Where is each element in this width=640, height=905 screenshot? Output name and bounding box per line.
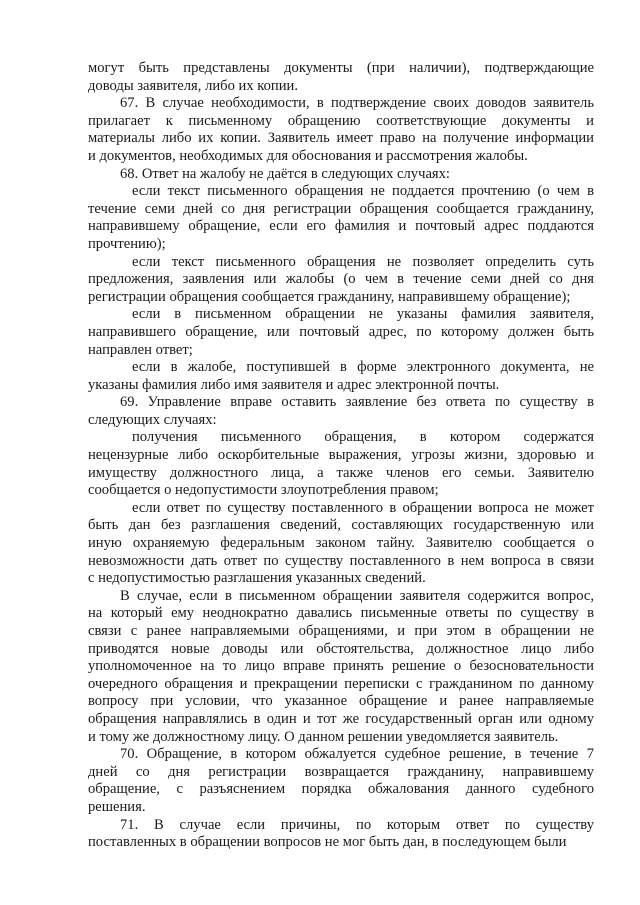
- text-line: В случае, если в письменном обращении заявителя содержится вопрос,: [120, 587, 594, 604]
- paragraph-p69c: [88, 588, 594, 746]
- paragraph-p71: [88, 817, 594, 852]
- text-line: 68. Ответ на жалобу не даётся в следующих случаях:: [120, 165, 450, 182]
- text-line: и тому же должностному лицу. О данном решении уведомляется заявитель.: [88, 728, 559, 745]
- paragraph-p69a: [88, 429, 594, 499]
- text-line: вопросу при условии, что указанное обращение и ранее направляемые: [88, 693, 594, 710]
- text-line: прочтению);: [88, 235, 166, 252]
- text-line: следующих случаях:: [88, 411, 217, 428]
- paragraph-p68a: [88, 183, 594, 253]
- text-line: связи с ранее направляемыми обращениями, и при этом в обращении не: [88, 623, 594, 639]
- text-line: если в письменном обращении не указаны фамилия заявителя,: [132, 306, 594, 323]
- text-line: невозможности дать ответ по существу поставленного в нем вопроса в связи: [88, 552, 594, 569]
- text-line: направившего обращение, или почтовый адрес, по которому должен быть: [88, 323, 594, 340]
- text-line: обращение, с разъяснением порядка обжалования данного судебного: [88, 781, 594, 798]
- text-line: доводы заявителя, либо их копии.: [88, 77, 299, 94]
- text-line: могут быть представлены документы (при наличии), подтверждающие: [88, 60, 594, 76]
- text-line: решения.: [88, 798, 146, 815]
- paragraph-p67: [88, 95, 594, 165]
- text-line: течение семи дней со дня регистрации обращения сообщается гражданину,: [88, 200, 594, 217]
- text-line: если текст письменного обращения не позволяет определить суть: [132, 253, 594, 270]
- paragraph-p68b: [88, 254, 594, 307]
- text-line: направлен ответ;: [88, 341, 193, 358]
- text-line: имуществу должностного лица, а также членов его семьи. Заявителю: [88, 464, 594, 481]
- paragraph-p68c: [88, 306, 594, 359]
- text-line: поставленных в обращении вопросов не мог быть дан, в последующем были: [88, 834, 567, 851]
- text-line: регистрации обращения сообщается гражданину, направившему обращение);: [88, 288, 571, 305]
- paragraph-p69: [88, 394, 594, 429]
- paragraph-p70: [88, 746, 594, 816]
- text-line: и документов, необходимых для обоснования и рассмотрения жалобы.: [88, 147, 528, 164]
- text-line: если ответ по существу поставленного в обращении вопроса не может: [132, 499, 594, 516]
- text-line: иную охраняемую федеральным законом тайну. Заявителю сообщается о: [88, 535, 594, 552]
- paragraph-p68d: [88, 359, 594, 394]
- text-line: обращения направлялись в один и тот же государственный орган или одному: [88, 710, 594, 727]
- text-line: очередного обращения и прекращении переписки с гражданином по данному: [88, 675, 594, 692]
- text-line: если текст письменного обращения не поддается прочтению (о чем в: [132, 183, 594, 200]
- paragraph-p0: [88, 60, 594, 95]
- text-line: 70. Обращение, в котором обжалуется судебное решение, в течение 7: [120, 746, 594, 763]
- text-line: указаны фамилия либо имя заявителя и адрес электронной почты.: [88, 376, 500, 393]
- text-line: если в жалобе, поступившей в форме электронного документа, не: [132, 359, 594, 376]
- text-line: дней со дня регистрации возвращается гражданину, направившему: [88, 763, 594, 780]
- text-line: приводятся новые доводы или обстоятельства, должностное лицо либо: [88, 640, 594, 657]
- paragraph-p69b: [88, 500, 594, 588]
- text-line: уполномоченное на то лицо вправе принять решение о безосновательности: [88, 658, 594, 675]
- text-line: нецензурные либо оскорбительные выражения, угрозы жизни, здоровью и: [88, 447, 594, 464]
- paragraph-p68: [88, 166, 594, 184]
- text-line: 71. В случае если причины, по которым ответ по существу: [120, 816, 594, 833]
- text-line: сообщается о недопустимости злоупотребления правом;: [88, 482, 439, 499]
- text-line: 69. Управление вправе оставить заявление без ответа по существу в: [120, 394, 594, 411]
- text-line: направившему обращение, если его фамилия и почтовый адрес поддаются: [88, 218, 594, 235]
- text-line: получения письменного обращения, в котором содержатся: [132, 429, 594, 446]
- text-line: материалы либо их копии. Заявитель имеет право на получение информации: [88, 130, 594, 147]
- text-line: предложения, заявления или жалобы (о чем в течение семи дней со дня: [88, 271, 594, 288]
- text-line: 67. В случае необходимости, в подтверждение своих доводов заявитель: [120, 95, 594, 112]
- text-line: с недопустимостью разглашения указанных сведений.: [88, 570, 426, 587]
- text-line: на который ему неоднократно давались письменные ответы по существу в: [88, 605, 594, 622]
- text-line: прилагает к письменному обращению соответствующие документы и: [88, 112, 594, 129]
- text-line: быть дан без разглашения сведений, составляющих государственную или: [88, 517, 594, 534]
